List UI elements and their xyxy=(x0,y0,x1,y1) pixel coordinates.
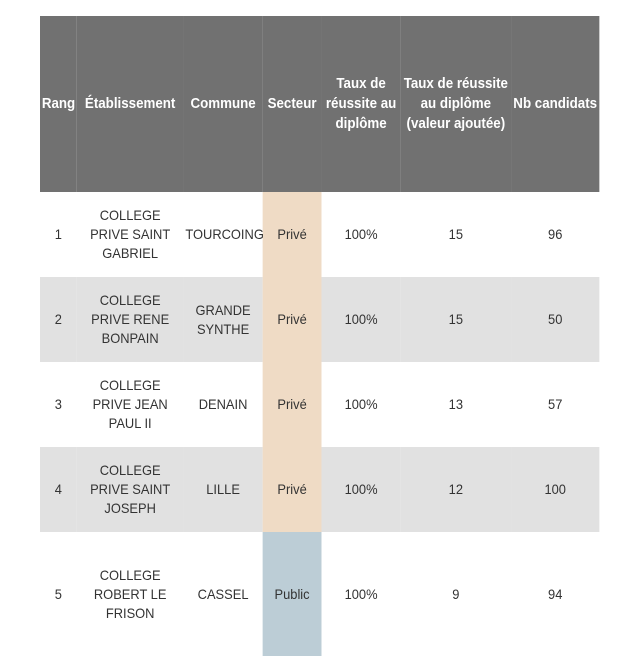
cell-nb-candidats: 94 xyxy=(511,532,599,656)
header-etablissement[interactable]: Établissement xyxy=(77,16,184,192)
cell-valeur-ajoutee: 12 xyxy=(401,447,511,532)
table-row xyxy=(40,192,599,277)
cell-nb-candidats: 50 xyxy=(511,277,599,362)
table-row xyxy=(40,447,599,532)
cell-nb-candidats: 57 xyxy=(511,362,599,447)
header-secteur[interactable]: Secteur xyxy=(263,16,322,192)
cell-rang: 3 xyxy=(40,362,77,447)
cell-taux: 100% xyxy=(322,362,401,447)
cell-commune: CASSEL xyxy=(184,532,263,656)
table-row xyxy=(40,362,599,447)
cell-taux: 100% xyxy=(322,277,401,362)
cell-nb-candidats: 96 xyxy=(511,192,599,277)
header-taux[interactable]: Taux de réussite au diplôme xyxy=(322,16,401,192)
cell-commune: TOURCOING xyxy=(184,192,263,277)
cell-rang: 5 xyxy=(40,532,77,656)
cell-etablissement: COLLEGE ROBERT LE FRISON xyxy=(77,532,184,656)
cell-secteur: Privé xyxy=(263,362,322,447)
table-row xyxy=(40,277,599,362)
cell-valeur-ajoutee: 9 xyxy=(401,532,511,656)
cell-commune: GRANDE SYNTHE xyxy=(184,277,263,362)
cell-secteur: Public xyxy=(263,532,322,656)
cell-etablissement: COLLEGE PRIVE SAINT GABRIEL xyxy=(77,192,184,277)
header-commune[interactable]: Commune xyxy=(184,16,263,192)
cell-secteur: Privé xyxy=(263,192,322,277)
cell-etablissement: COLLEGE PRIVE RENE BONPAIN xyxy=(77,277,184,362)
table-row xyxy=(40,532,599,656)
cell-taux: 100% xyxy=(322,447,401,532)
header-nb-candidats[interactable]: Nb candidats xyxy=(511,16,599,192)
cell-commune: LILLE xyxy=(184,447,263,532)
cell-valeur-ajoutee: 15 xyxy=(401,277,511,362)
cell-etablissement: COLLEGE PRIVE JEAN PAUL II xyxy=(77,362,184,447)
cell-taux: 100% xyxy=(322,192,401,277)
cell-valeur-ajoutee: 13 xyxy=(401,362,511,447)
header-row xyxy=(40,16,599,192)
cell-commune: DENAIN xyxy=(184,362,263,447)
header-rang[interactable]: Rang xyxy=(40,16,77,192)
cell-secteur: Privé xyxy=(263,447,322,532)
cell-taux: 100% xyxy=(322,532,401,656)
cell-rang: 2 xyxy=(40,277,77,362)
cell-rang: 1 xyxy=(40,192,77,277)
cell-valeur-ajoutee: 15 xyxy=(401,192,511,277)
header-valeur-ajoutee[interactable]: Taux de réussite au diplôme (valeur ajoutée) xyxy=(401,16,511,192)
cell-secteur: Privé xyxy=(263,277,322,362)
cell-etablissement: COLLEGE PRIVE SAINT JOSEPH xyxy=(77,447,184,532)
cell-rang: 4 xyxy=(40,447,77,532)
cell-nb-candidats: 100 xyxy=(511,447,599,532)
ranking-table xyxy=(40,16,599,656)
